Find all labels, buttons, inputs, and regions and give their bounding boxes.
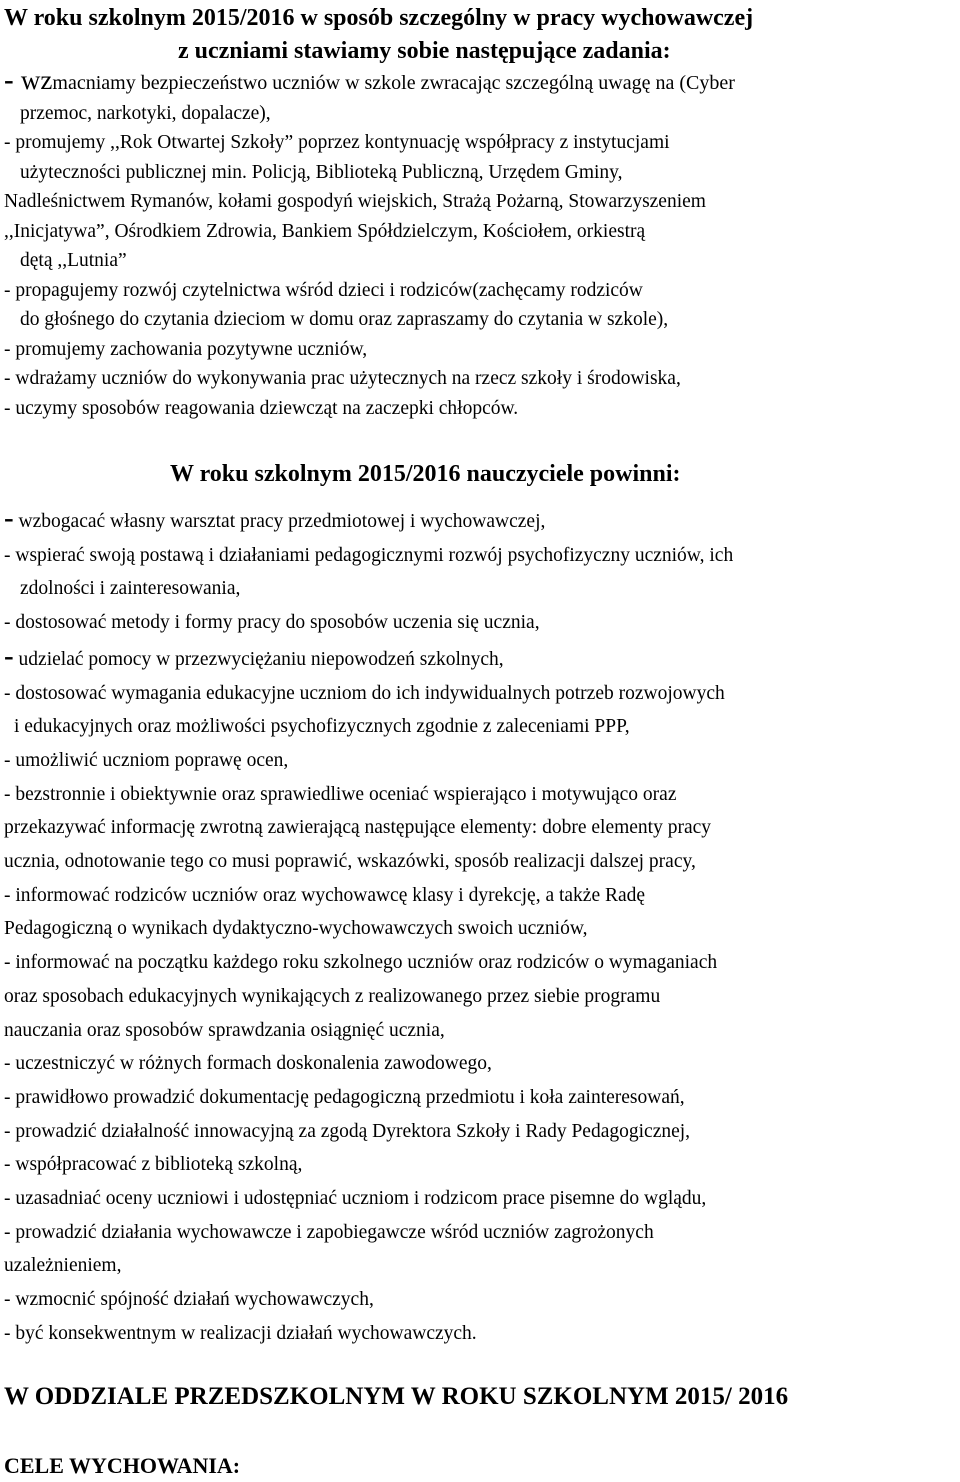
list-item: i edukacyjnych oraz możliwości psychofizycznych zgodnie z zaleceniami PPP, [14,716,630,738]
list-item: przekazywać informację zwrotną zawierającą następujące elementy: dobre elementy pracy [4,817,712,839]
list-item: - uczymy sposobów reagowania dziewcząt na zaczepki chłopców. [4,397,519,419]
list-item: uzależnieniem, [4,1255,122,1277]
list-item [0,66,735,99]
list-item: przemoc, narkotyki, dopalacze), [20,102,271,124]
list-item: użyteczności publicznej min. Policją, Biblioteką Publiczną, Urzędem Gminy, [20,161,623,183]
list-item: - współpracować z biblioteką szkolną, [4,1154,303,1176]
list-item: - prowadzić działania wychowawcze i zapobiegawcze wśród uczniów zagrożonych [4,1221,654,1243]
section-3-heading: W ODDZIALE PRZEDSZKOLNYM W ROKU SZKOLNYM 2015/ 2016 [4,1383,789,1410]
section-3-heading-wrap [0,1380,788,1413]
list-item: Nadleśnictwem Rymanów, kołami gospodyń wiejskich, Strażą Pożarną, Stowarzyszeniem [4,191,706,212]
list-item: - bezstronnie i obiektywnie oraz sprawiedliwe oceniać wspierająco i motywująco oraz [4,783,677,805]
list-item: dętą ,,Lutnia” [20,250,127,271]
dash: - [4,502,14,534]
list-item: - wzmocnić spójność działań wychowawczych, [4,1289,374,1311]
dash: - [4,639,14,672]
first-letters: wz [20,65,53,95]
list-item: - prawidłowo prowadzić dokumentację pedagogiczną przedmiotu i koła zainteresowań, [4,1086,685,1108]
list-item: - wspierać swoją postawą i działaniami pedagogicznymi rozwój psychofizyczny uczniów, ich [4,544,734,566]
list-item: zdolności i zainteresowania, [20,578,241,600]
list-item: - propagujemy rozwój czytelnictwa wśród dzieci i rodziców(zachęcamy rodziców [4,279,643,301]
list-item: - uczestniczyć w różnych formach doskonalenia zawodowego, [4,1053,492,1075]
list-item: Pedagogiczną o wynikach dydaktyczno-wychowawczych swoich uczniów, [4,918,588,940]
section-1-list [0,66,735,423]
list-item: - wdrażamy uczniów do wykonywania prac użytecznych na rzecz szkoły i środowiska, [4,368,681,389]
list-item: ucznia, odnotowanie tego co musi poprawić, wskazówki, sposób realizacji dalszej pracy, [4,851,696,873]
list-item [0,640,733,677]
list-item: - uzasadniać oceny uczniowi i udostępniać uczniom i rodzicom prace pisemne do wglądu, [4,1188,707,1210]
section-1-heading-line-2: z uczniami stawiamy sobie następujące zadania: [178,38,671,64]
dash: - [4,64,21,96]
line-text: udzielać pomocy w przezwyciężaniu niepowodzeń szkolnych, [13,648,504,670]
list-item: - promujemy ,,Rok Otwartej Szkoły” poprzez kontynuację współpracy z instytucjami [4,132,670,153]
list-item [0,502,733,539]
list-item: do głośnego do czytania dzieciom w domu oraz zapraszamy do czytania w szkole), [20,309,669,330]
section-1-heading [0,2,753,68]
section-2-heading-wrap [0,458,681,491]
section-4-heading: CELE WYCHOWANIA: [4,1453,241,1478]
section-4-heading-wrap [0,1449,240,1482]
section-1-heading-line-1: W roku szkolnym 2015/2016 w sposób szczególny w pracy wychowawczej [4,5,754,31]
list-item: - informować na początku każdego roku szkolnego uczniów oraz rodziców o wymaganiach [4,952,718,974]
list-item: - prowadzić działalność innowacyjną za zgodą Dyrektora Szkoły i Rady Pedagogicznej, [4,1120,691,1142]
section-2-heading: W roku szkolnym 2015/2016 nauczyciele powinni: [170,461,681,487]
line-text: wzbogacać własny warsztat pracy przedmiotowej i wychowawczej, [13,511,546,532]
list-item: nauczania oraz sposobów sprawdzania osiągnięć ucznia, [4,1019,445,1041]
list-item: - umożliwić uczniom poprawę ocen, [4,749,289,771]
list-item: ,,Inicjatywa”, Ośrodkiem Zdrowia, Bankiem Spółdzielczym, Kościołem, orkiestrą [4,220,646,242]
list-item: - informować rodziców uczniów oraz wychowawcę klasy i dyrekcję, a także Radę [4,884,646,906]
section-2-list [0,502,733,1351]
list-item: - promujemy zachowania pozytywne uczniów, [4,338,368,360]
line-text: macniamy bezpieczeństwo uczniów w szkole zwracając szczególną uwagę na (Cyber [52,72,735,94]
list-item: oraz sposobach edukacyjnych wynikających z realizowanego przez siebie programu [4,985,661,1007]
list-item: - być konsekwentnym w realizacji działań wychowawczych. [4,1322,477,1344]
list-item: - dostosować metody i formy pracy do sposobów uczenia się ucznia, [4,612,540,634]
list-item: - dostosować wymagania edukacyjne uczniom do ich indywidualnych potrzeb rozwojowych [4,682,725,704]
